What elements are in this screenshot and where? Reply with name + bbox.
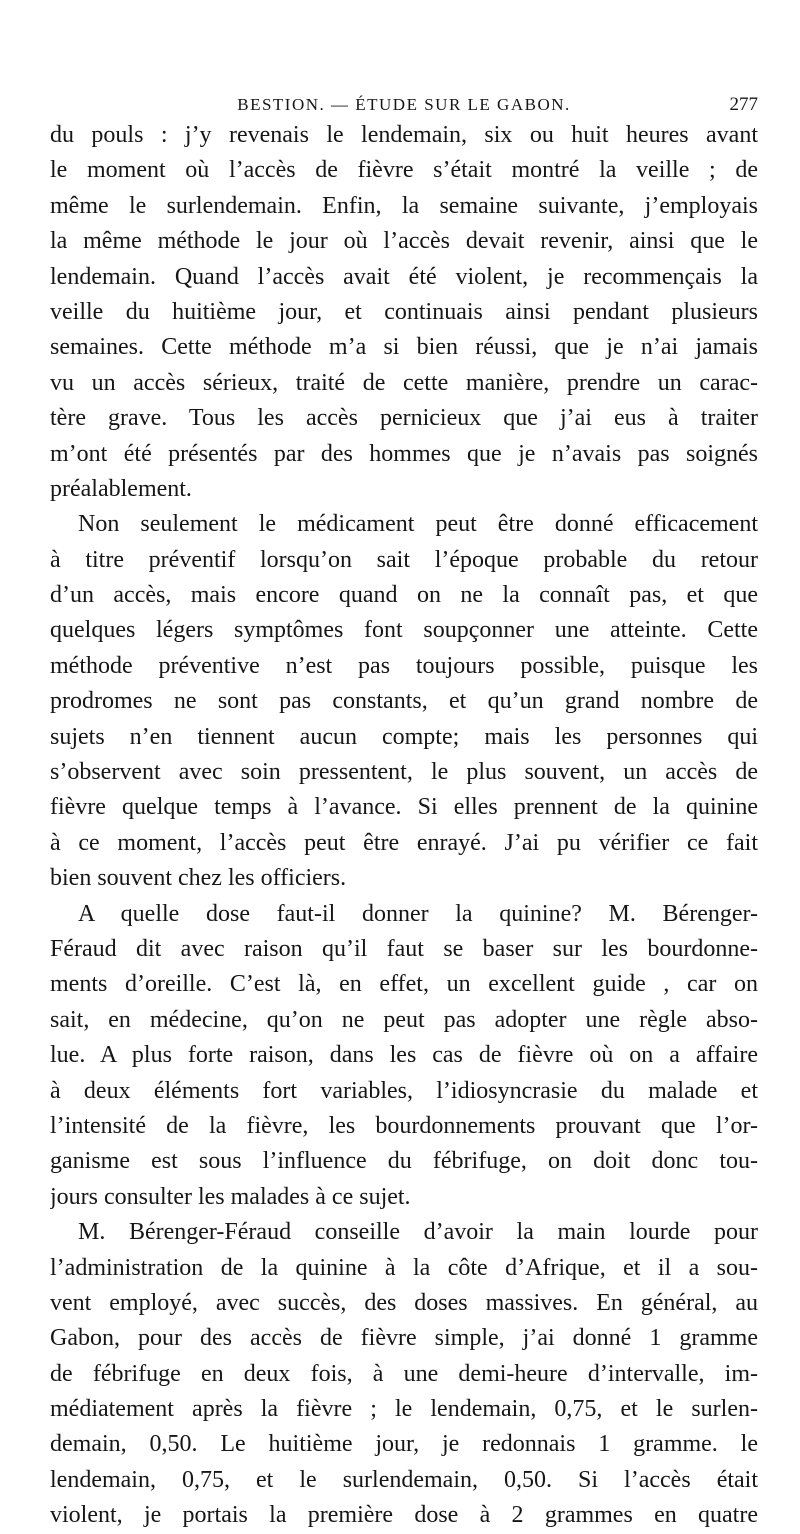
- text-line: veille du huitième jour, et continuais ainsi pendant plusieurs: [50, 298, 758, 325]
- text-line: A quelle dose faut-il donner la quinine? M. Bérenger-: [78, 900, 758, 927]
- text-line: à titre préventif lorsqu’on sait l’époque probable du retour: [50, 546, 758, 573]
- text-line: lendemain, 0,75, et le surlendemain, 0,50. Si l’accès était: [50, 1466, 758, 1493]
- text-line: l’administration de la quinine à la côte d’Afrique, et il a sou-: [50, 1254, 758, 1281]
- text-line: Féraud dit avec raison qu’il faut se baser sur les bourdonne-: [50, 935, 758, 962]
- text-line: médiatement après la fièvre ; le lendemain, 0,75, et le surlen-: [50, 1396, 758, 1423]
- text-line: jours consulter les malades à ce sujet.: [50, 1183, 411, 1210]
- text-line: quelques légers symptômes font soupçonner une atteinte. Cette: [50, 617, 758, 644]
- text-line: d’un accès, mais encore quand on ne la connaît pas, et que: [50, 582, 758, 609]
- text-line: ments d’oreille. C’est là, en effet, un excellent guide , car on: [50, 971, 758, 998]
- text-line: à deux éléments fort variables, l’idiosyncrasie du malade et: [50, 1077, 758, 1104]
- text-line: le moment où l’accès de fièvre s’était montré la veille ; de: [50, 157, 758, 184]
- text-line: violent, je portais la première dose à 2 grammes en quatre: [50, 1502, 758, 1529]
- text-line: à ce moment, l’accès peut être enrayé. J’ai pu vérifier ce fait: [50, 829, 758, 856]
- text-line: la même méthode le jour où l’accès devait revenir, ainsi que le: [50, 228, 758, 255]
- text-line: s’observent avec soin pressentent, le plus souvent, un accès de: [50, 759, 758, 786]
- running-title: BESTION. — ÉTUDE SUR LE GABON.: [237, 95, 571, 114]
- text-line: tère grave. Tous les accès pernicieux que j’ai eus à traiter: [50, 405, 758, 432]
- text-line: m’ont été présentés par des hommes que je n’avais pas soignés: [50, 440, 758, 467]
- text-line: vent employé, avec succès, des doses massives. En général, au: [50, 1289, 758, 1316]
- text-line: M. Bérenger-Féraud conseille d’avoir la main lourde pour: [78, 1219, 758, 1246]
- text-line: l’intensité de la fièvre, les bourdonnements prouvant que l’or-: [50, 1112, 758, 1139]
- text-line: méthode préventive n’est pas toujours possible, puisque les: [50, 652, 758, 679]
- page-number: 277: [729, 94, 758, 115]
- text-line: lue. A plus forte raison, dans les cas de fièvre où on a affaire: [50, 1042, 758, 1069]
- text-line: semaines. Cette méthode m’a si bien réussi, que je n’ai jamais: [50, 334, 758, 361]
- text-line: lendemain. Quand l’accès avait été violent, je recommençais la: [50, 263, 758, 290]
- text-line: préalablement.: [50, 475, 192, 502]
- text-line: prodromes ne sont pas constants, et qu’un grand nombre de: [50, 688, 758, 715]
- text-line: bien souvent chez les officiers.: [50, 865, 347, 892]
- body-text: [50, 118, 758, 1534]
- text-line: ganisme est sous l’influence du fébrifuge, on doit donc tou-: [50, 1148, 758, 1175]
- text-line: fièvre quelque temps à l’avance. Si elles prennent de la quinine: [50, 794, 758, 821]
- text-line: de fébrifuge en deux fois, à une demi-heure d’intervalle, im-: [50, 1360, 758, 1387]
- text-line: sujets n’en tiennent aucun compte; mais les personnes qui: [50, 723, 758, 750]
- text-line: vu un accès sérieux, traité de cette manière, prendre un carac-: [50, 369, 758, 396]
- text-line: Non seulement le médicament peut être donné efficacement: [78, 511, 758, 538]
- text-line: du pouls : j’y revenais le lendemain, six ou huit heures avant: [50, 122, 758, 148]
- text-line: Gabon, pour des accès de fièvre simple, j’ai donné 1 gramme: [50, 1325, 758, 1352]
- running-head: [50, 90, 758, 120]
- text-line: demain, 0,50. Le huitième jour, je redonnais 1 gramme. le: [50, 1431, 758, 1458]
- text-line: même le surlendemain. Enfin, la semaine suivante, j’employais: [50, 192, 758, 219]
- text-line: sait, en médecine, qu’on ne peut pas adopter une règle abso-: [50, 1006, 758, 1033]
